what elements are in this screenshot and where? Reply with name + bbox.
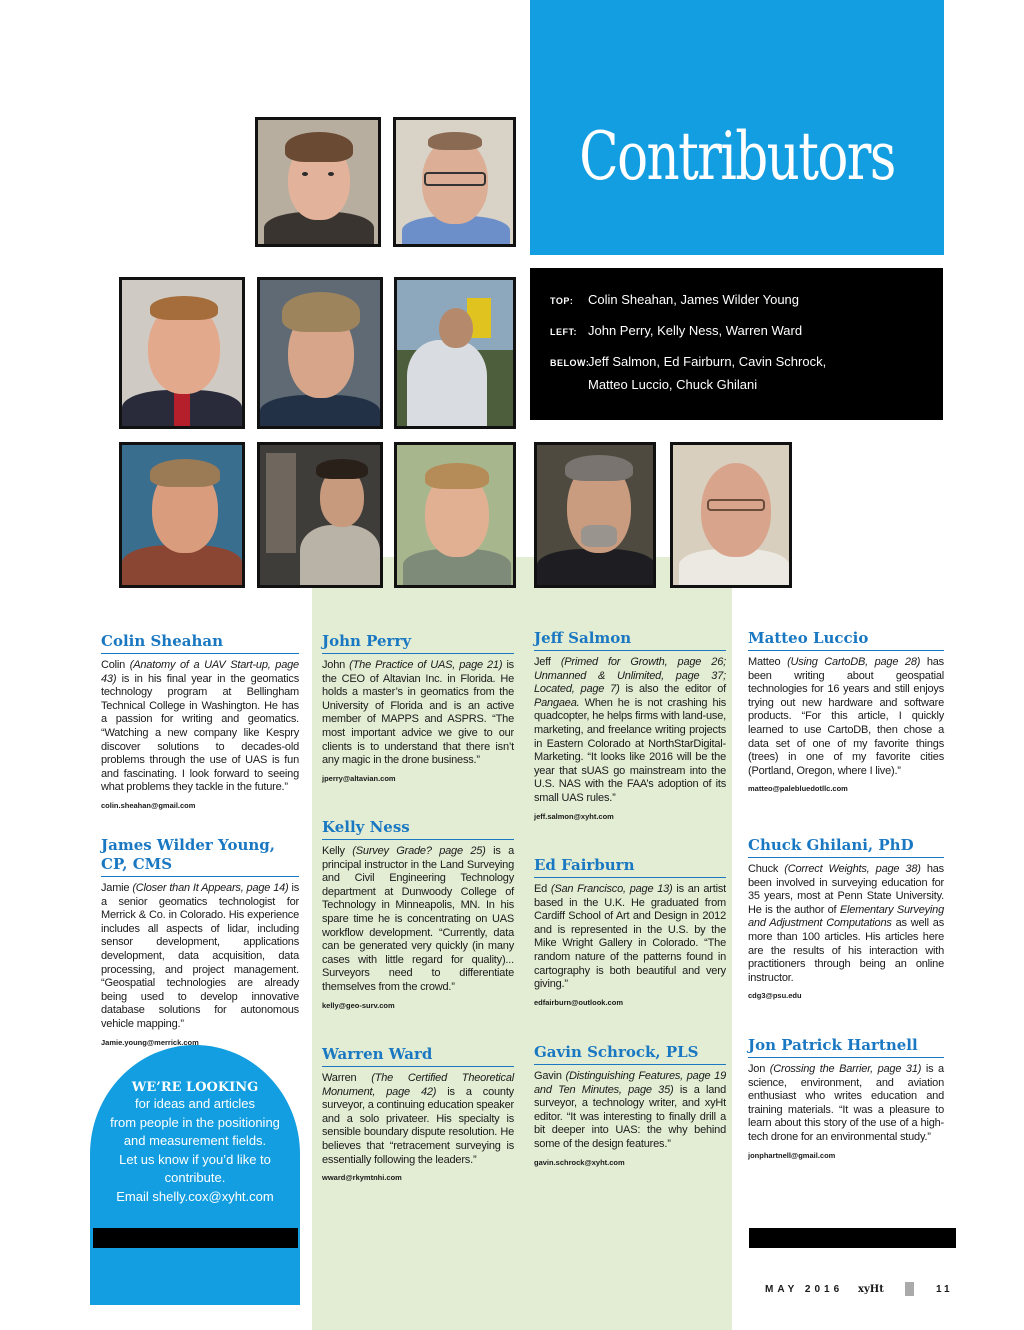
- contributor-email: jonphartnell@gmail.com: [748, 1150, 836, 1160]
- photo-ed-fairburn: [257, 442, 383, 588]
- photo-john-perry: [119, 277, 245, 429]
- contributor-john-perry: [322, 632, 514, 783]
- contributor-warren-ward: [322, 1045, 514, 1182]
- caption-key: LEFT:: [550, 327, 577, 337]
- contributor-name: Colin Sheahan: [101, 632, 299, 654]
- contributor-email: jperry@altavian.com: [322, 773, 396, 783]
- contributor-name: Kelly Ness: [322, 818, 514, 840]
- photo-matteo-luccio: [534, 442, 656, 588]
- photo-kelly-ness: [257, 277, 383, 429]
- caption-row-below-cont: [550, 377, 757, 392]
- photo-james-wilder-young: [393, 117, 516, 247]
- contributor-bio: Kelly (Survey Grade? page 25) is a principal instructor in the Land Surveying and Civil Engineering Technology department at Dunwoody College of Technology in Minneapolis, MN. In his spare time he is concentrating on UAS workflow development. “Currently, data can be generated very quickly (in many cases with little regard for quality)... Surveyors need to differentiate themselves from the crowd.”: [322, 845, 514, 993]
- callout-line: contribute.: [164, 1170, 226, 1185]
- caption-row-top: [550, 292, 799, 307]
- callout-email-line: Email shelly.cox@xyht.com: [116, 1188, 274, 1204]
- photo-chuck-ghilani: [670, 442, 792, 588]
- contributor-ed-fairburn: [534, 856, 726, 1007]
- contributor-name: Ed Fairburn: [534, 856, 726, 878]
- callout-line: from people in the positioning: [110, 1114, 280, 1130]
- contributor-matteo-luccio: [748, 629, 944, 793]
- caption-text: Colin Sheahan, James Wilder Young: [588, 292, 800, 307]
- contributor-bio: Warren (The Certified Theoretical Monument, page 42) is a county surveyor, a continuing education speaker and a solo privateer. His specialty is sensible boundary dispute resolution. He believes that “retracement surveying is essentially following the leaders.”: [322, 1072, 515, 1166]
- contributor-name: Gavin Schrock, PLS: [534, 1043, 726, 1065]
- contributor-bio: Jon (Crossing the Barrier, page 31) is a science, environment, and aviation enthusiast who writes education and training materials. “It was a pleasure to learn about this story of the use of a high-tech drone for an environmental study.”: [748, 1063, 944, 1143]
- contributor-james-wilder-young: [101, 836, 299, 1047]
- caption-row-left: [550, 323, 802, 338]
- call-for-articles-bubble: [90, 1045, 300, 1305]
- caption-text: Matteo Luccio, Chuck Ghilani: [588, 377, 758, 392]
- contributor-jeff-salmon: [534, 629, 726, 821]
- contributor-bio: Ed (San Francisco, page 13) is an artist based in the U.K. He graduated from Cardiff School of Art and Design in 2012 and is represented in the U.S. by the Mike Wright Gallery in Colorado. “The random nature of the patterns found in cartography is both beautiful and very giving.”: [534, 883, 726, 991]
- photo-jeff-salmon: [119, 442, 245, 588]
- contributor-email: jeff.salmon@xyht.com: [534, 811, 614, 821]
- contributor-name: Warren Ward: [322, 1045, 514, 1067]
- contributor-name: James Wilder Young, CP, CMS: [101, 836, 299, 877]
- callout-line: for ideas and articles: [135, 1096, 255, 1111]
- contributor-bio: John (The Practice of UAS, page 21) is the CEO of Altavian Inc. in Florida. He holds a master’s in geomatics from the University of Florida and is an active member of MAPPS and ASPRS. “The most important advice we give to our clients is to understand that there isn’t any magic in the drone business.”: [322, 659, 514, 767]
- contributor-email: matteo@palebluedotllc.com: [748, 784, 848, 794]
- caption-text: Jeff Salmon, Ed Fairburn, Cavin Schrock,: [588, 354, 827, 369]
- photo-warren-ward: [394, 277, 516, 429]
- caption-key: BELOW:: [550, 358, 590, 368]
- footer-bar-left: [93, 1228, 298, 1248]
- contributor-bio: Jamie (Closer than It Appears, page 14) is a senior geomatics technologist for Merrick & Co. in Colorado. His experience includes all aspects of lidar, including sensor development, applications development, data acquisition, data processing, and project management. “Geospatial technologies are already being used to develop innovative database solutions for autonomous vehicle mapping.”: [101, 882, 300, 1030]
- photo-caption-box: [530, 268, 943, 420]
- contributor-name: Matteo Luccio: [748, 629, 944, 651]
- caption-row-below: [550, 354, 826, 369]
- photo-gavin-schrock: [394, 442, 516, 588]
- footer-brand: xyHt: [858, 1284, 884, 1295]
- contributor-chuck-ghilani: [748, 836, 944, 1000]
- footer-date: MAY 2016: [765, 1284, 844, 1295]
- footer-bar-right: [749, 1228, 956, 1248]
- page-title: Contributors: [579, 118, 895, 195]
- contributor-email: colin.sheahan@gmail.com: [101, 800, 196, 810]
- contributor-name: John Perry: [322, 632, 514, 654]
- contributor-jon-patrick-hartnell: [748, 1036, 944, 1160]
- callout-line: Let us know if you’d like to: [119, 1151, 271, 1167]
- contributor-kelly-ness: [322, 818, 514, 1010]
- callout-line: and measurement fields.: [123, 1133, 267, 1148]
- contributor-name: Jeff Salmon: [534, 629, 726, 651]
- contributor-name: Jon Patrick Hartnell: [748, 1036, 944, 1058]
- contributor-email: gavin.schrock@xyht.com: [534, 1157, 625, 1167]
- title-banner: [530, 0, 944, 255]
- contributor-email: wward@rkymtnhi.com: [322, 1173, 402, 1183]
- contributor-bio: Matteo (Using CartoDB, page 28) has been writing about geospatial technologies for 16 years and still enjoys trying out new hardware and software products. “For this article, I quickly learned to use CartoDB, then chose a data set of one of my favorite things (trees) in one of my favorite cities (Portland, Oregon, where I live).”: [748, 656, 944, 777]
- caption-text: John Perry, Kelly Ness, Warren Ward: [588, 323, 803, 338]
- contributor-bio: Colin (Anatomy of a UAV Start-up, page 43) is in his final year in the geomatics technology program at Bellingham Technical College in Washington. He has a passion for writing and geomatics. “Watching a new company like Kespry discover solutions to decades-old problems through the use of UAS is fun and fascinating. I look forward to seeing what problems they tackle in the future.”: [101, 659, 299, 794]
- callout-heading: WE’RE LOOKING: [131, 1080, 259, 1095]
- page-number: 11: [936, 1284, 953, 1295]
- contributor-bio: Chuck (Correct Weights, page 38) has been involved in surveying education for 35 years, most at Penn State University. He is the author of Elementary Surveying and Adjustment Computations as well as more than 100 articles. His articles here are the results of his interaction with practitioners through being an online instructor.: [748, 863, 944, 984]
- footer-divider-block: [905, 1282, 914, 1296]
- contributor-colin-sheahan: [101, 632, 299, 810]
- caption-key: TOP:: [550, 296, 574, 306]
- contributor-name: Chuck Ghilani, PhD: [748, 836, 944, 858]
- contributor-email: Jamie.young@merrick.com: [101, 1037, 199, 1047]
- contributor-email: edfairburn@outlook.com: [534, 997, 623, 1007]
- contributor-bio: Jeff (Primed for Growth, page 26; Unmanned & Unlimited, page 37; Located, page 7) is also the editor of Pangaea. When he is not crashing his quadcopter, he helps firms with land-use, marketing, and freelance writing projects in Eastern Colorado at NorthStarDigital-Marketing. “It looks like 2016 will be the year that sUAS go mainstream into the U.S. NAS with the FAA’s adoption of its small UAS rules.”: [534, 656, 726, 804]
- contributor-email: kelly@geo-surv.com: [322, 1000, 395, 1010]
- contributor-gavin-schrock: [534, 1043, 726, 1167]
- photo-colin-sheahan: [255, 117, 381, 247]
- contributor-email: cdg3@psu.edu: [748, 991, 802, 1001]
- contributor-bio: Gavin (Distinguishing Features, page 19 and Ten Minutes, page 35) is a land surveyor, a technology writer, and xyHt editor. “It was interesting to finally drill a bit deeper into UAS: the why behind some of the design features.”: [534, 1070, 727, 1150]
